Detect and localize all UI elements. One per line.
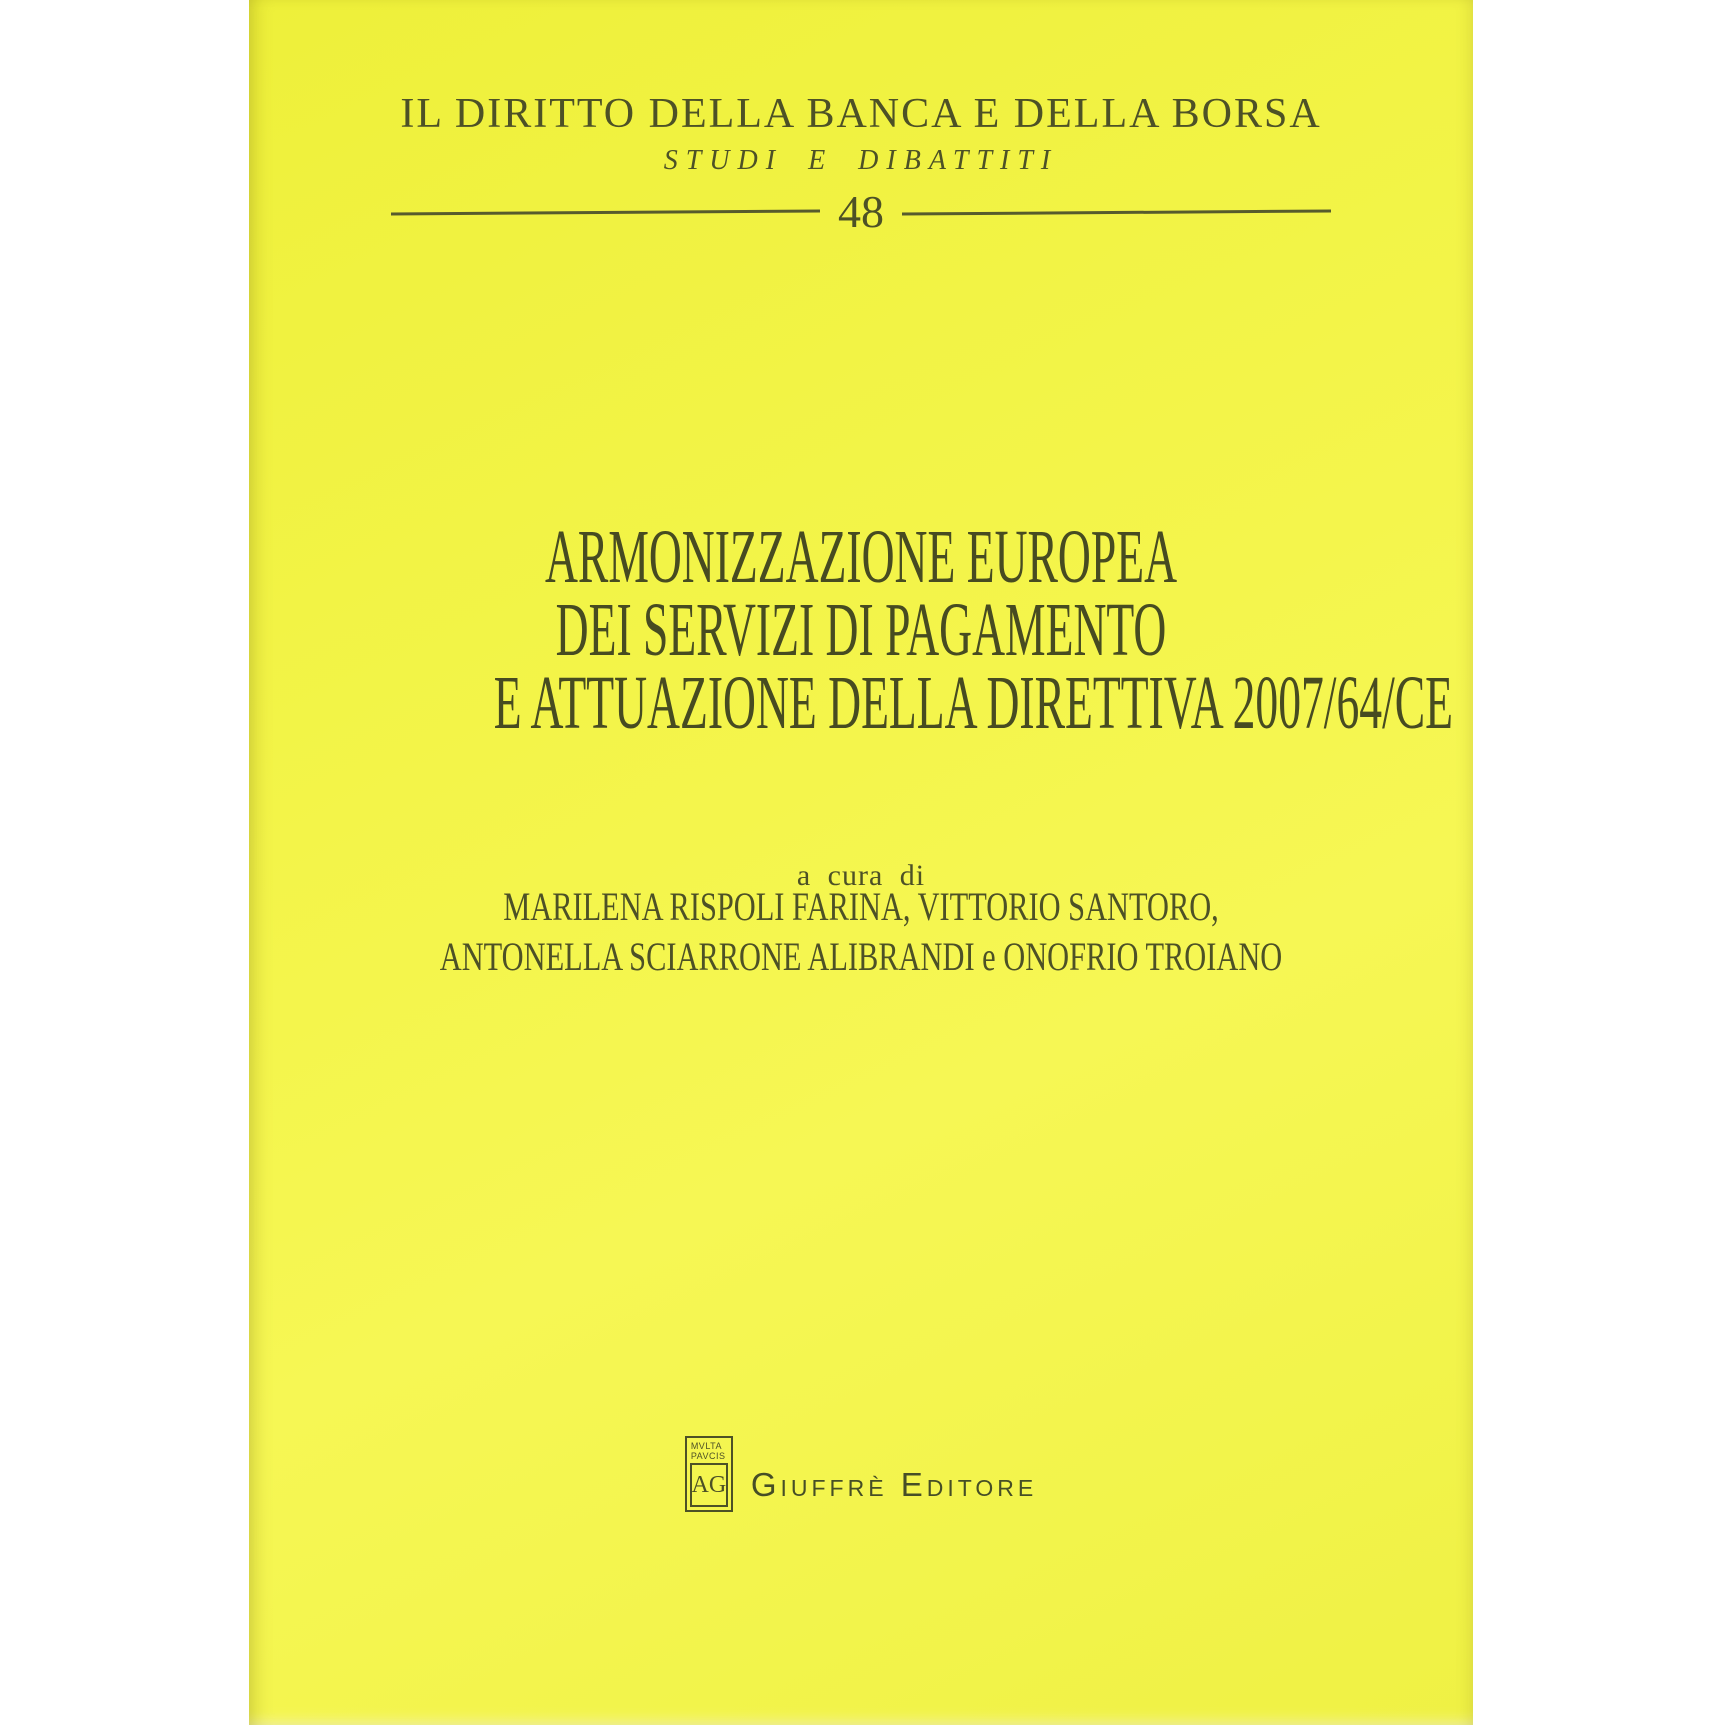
logo-initials: AG (690, 1463, 728, 1507)
rule-left (391, 209, 820, 215)
series-title: IL DIRITTO DELLA BANCA E DELLA BORSA (400, 91, 1322, 137)
rule-right (902, 209, 1331, 215)
book-title-line-1: ARMONIZZAZIONE EUROPEA (544, 515, 1178, 599)
giuffre-logo-icon (685, 1436, 733, 1512)
book-title-line-3: E ATTUAZIONE DELLA DIRETTIVA 2007/64/CE (493, 661, 1454, 745)
editors-line-1: MARILENA RISPOLI FARINA, VITTORIO SANTORO, (503, 884, 1219, 929)
book-title (249, 515, 1473, 745)
series-number: 48 (838, 186, 884, 237)
series-subtitle: STUDI E DIBATTITI (663, 145, 1059, 176)
book-cover (249, 0, 1473, 1725)
publisher-block (249, 1436, 1473, 1512)
logo-motto-line-2: PAVCIS (690, 1451, 726, 1461)
logo-motto-line-1: MVLTA (690, 1441, 722, 1451)
editors-block (249, 882, 1473, 982)
publisher-name: Giuffrè Editore (750, 1466, 1038, 1503)
editors-line-2: ANTONELLA SCIARRONE ALIBRANDI e ONOFRIO TROIANO (439, 934, 1283, 979)
book-title-line-2: DEI SERVIZI DI PAGAMENTO (555, 588, 1167, 672)
series-number-rule (391, 188, 1331, 236)
edited-by-label: a cura di (796, 859, 926, 892)
